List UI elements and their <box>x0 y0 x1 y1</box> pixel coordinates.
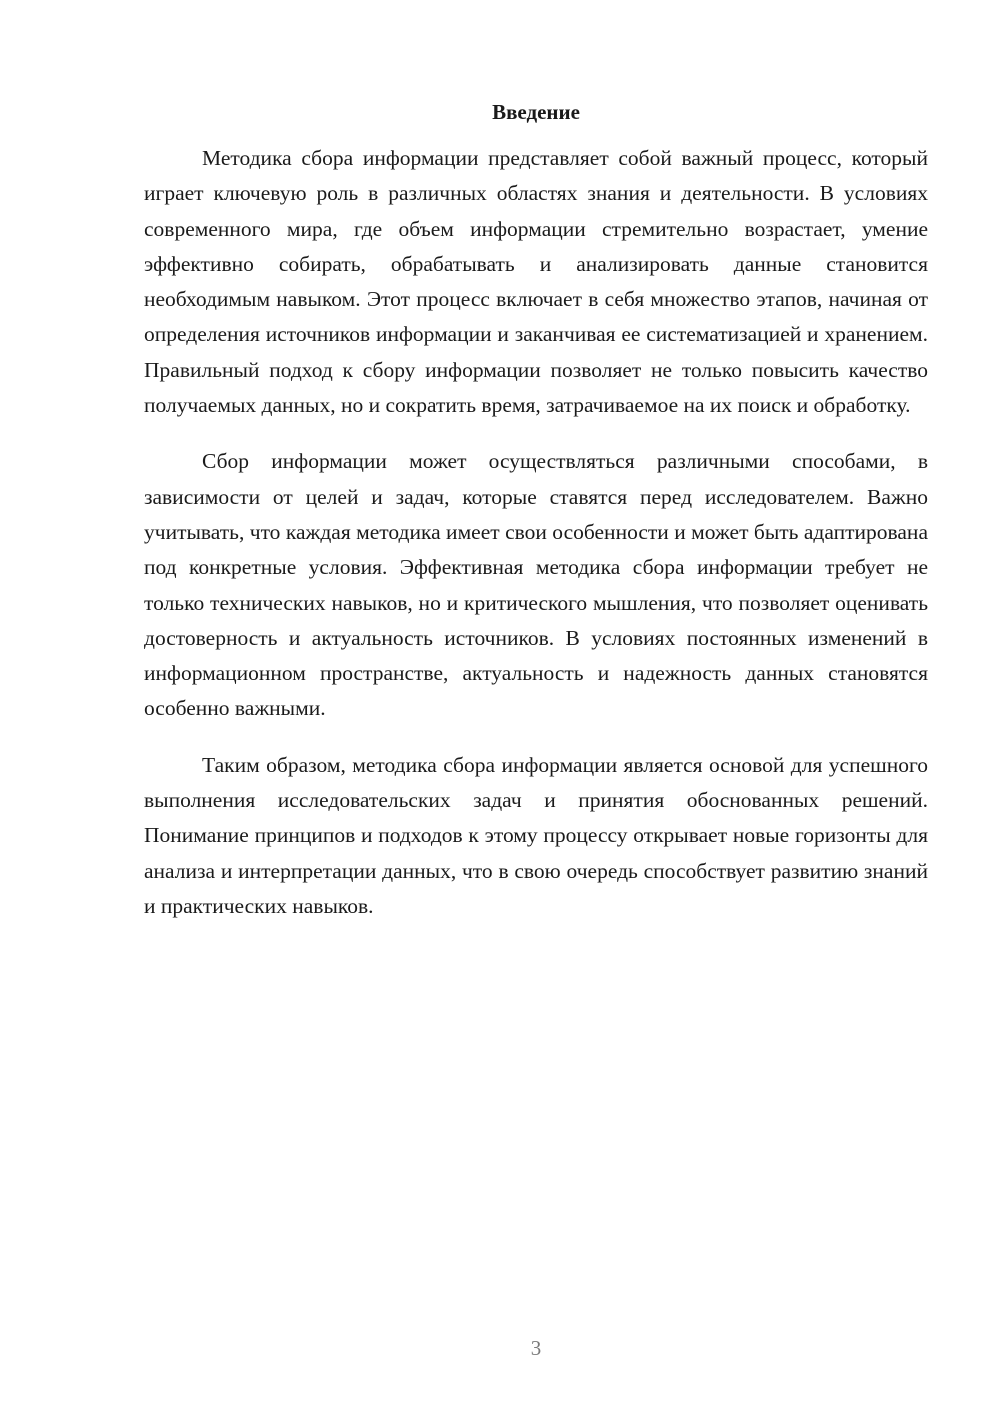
page-number: 3 <box>530 1336 542 1360</box>
paragraph: Методика сбора информации представляет собой важный процесс, который играет ключевую роль в различных областях знания и деятельности. В условиях современного мира, где объем информации стремительно возрастает, умение эффективно собирать, обрабатывать и анализировать данные становится необходимым навыком. Этот процесс включает в себя множество этапов, начиная от определения источников информации и заканчивая ее систематизацией и хранением. Правильный подход к сбору информации позволяет не только повысить качество получаемых данных, но и сократить время, затрачиваемое на их поиск и обработку. <box>144 146 928 418</box>
body-text <box>144 141 928 945</box>
paragraph: Сбор информации может осуществляться различными способами, в зависимости от целей и задач, которые ставятся перед исследователем. Важно учитывать, что каждая методика имеет свои особенности и может быть адаптирована под конкретные условия. Эффективная методика сбора информации требует не только технических навыков, но и критического мышления, что позволяет оценивать достоверность и актуальность источников. В условиях постоянных изменений в информационном пространстве, актуальность и надежность данных становятся особенно важными. <box>144 449 928 721</box>
section-heading: Введение <box>492 100 580 124</box>
paragraph: Таким образом, методика сбора информации является основой для успешного выполнения исследовательских задач и принятия обоснованных решений. Понимание принципов и подходов к этому процессу открывает новые горизонты для анализа и интерпретации данных, что в свою очередь способствует развитию знаний и практических навыков. <box>144 752 928 918</box>
